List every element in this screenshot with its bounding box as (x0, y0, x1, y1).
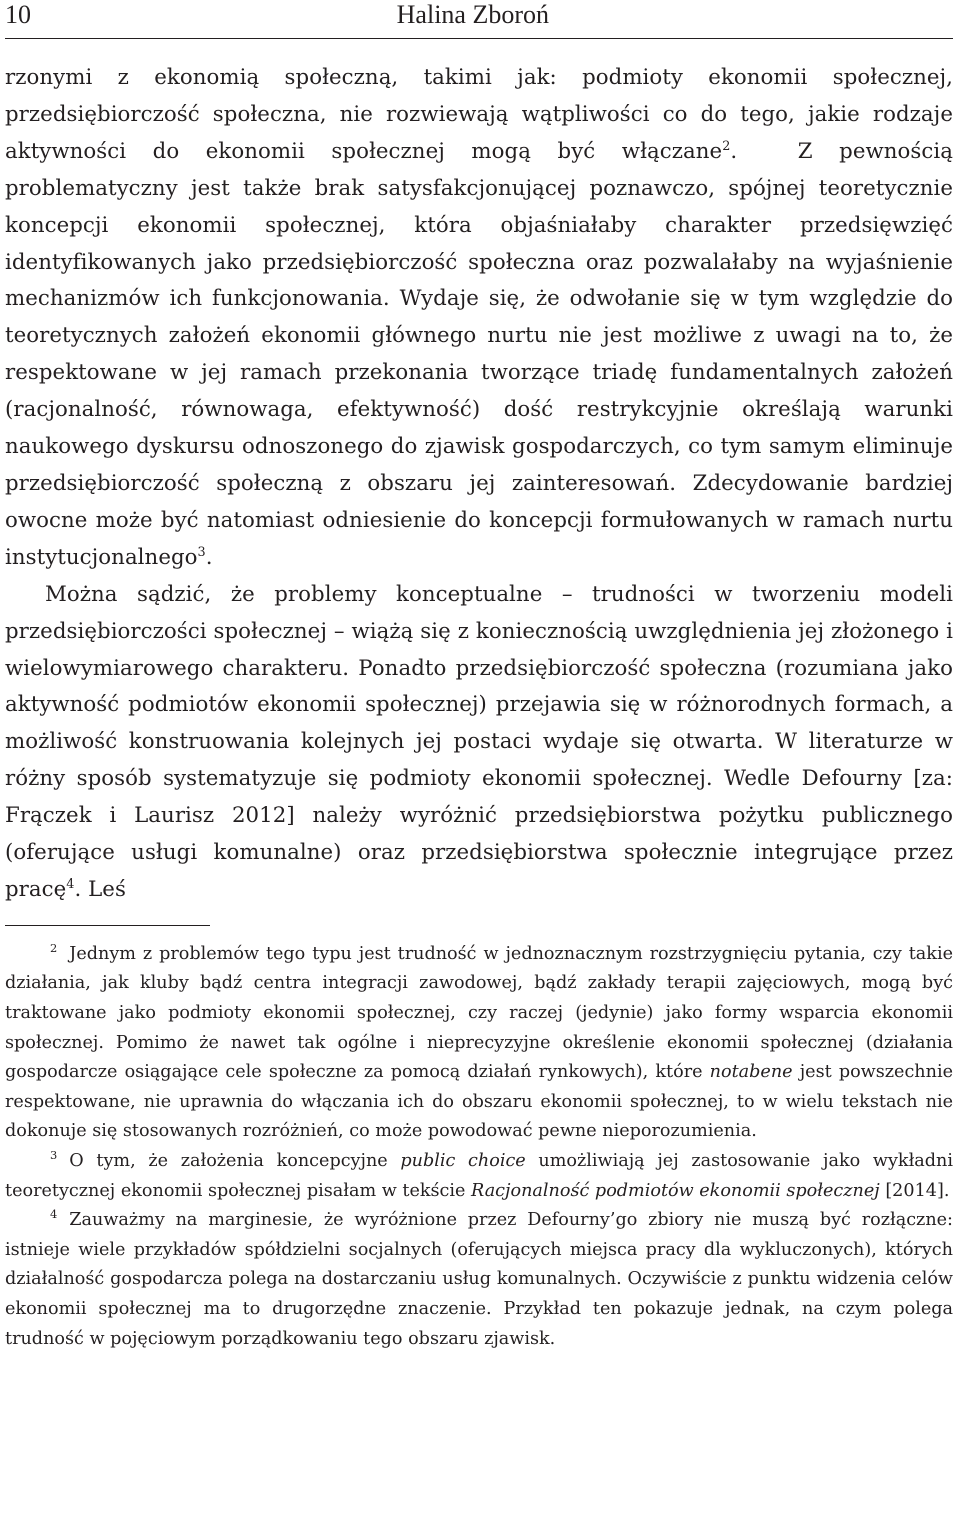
footnotes (5, 940, 953, 1354)
paragraph: rzonymi z ekonomią społeczną, takimi jak: podmioty ekonomii społecznej, przedsiębiorczość społeczna, nie rozwiewają wątpliwości co do tego, jakie rodzaje aktywności do ekonomii społecznej mogą być włączane$^2$. Z pewnością problematyczny jest także brak satysfakcjonującej poznawczo, spójnej teoretycznie koncepcji ekonomii społecznej, która objaśniałaby charakter przedsięwzięć identyfikowanych jako przedsiębiorczość społeczna oraz pozwalałaby na wyjaśnienie mechanizmów ich funkcjonowania. Wydaje się, że odwołanie się w tym względzie do teoretycznych założeń ekonomii głównego nurtu nie jest możliwe z uwagi na to, że respektowane w jej ramach przekonania tworzące triadę fundamentalnych założeń (racjonalność, równowaga, efektywność) dość restrykcyjnie określają warunki naukowego dyskursu odnoszonego do zjawisk gospodarczych, co tym samym eliminuje przedsiębiorczość społeczną z obszaru jej zainteresowań. Zdecydowanie bardziej owocne może być natomiast odniesienie do koncepcji formułowanych w ramach nurtu instytucjonalnego$^3$. (5, 65, 953, 570)
footnote-number: 3 (50, 1148, 58, 1163)
footnote-4: $^4$ Zauważmy na marginesie, że wyróżnione przez Defourny’go zbiory nie muszą być rozłączne: istnieje wiele przykładów spółdzielni socjalnych (oferujących miejsca pracy dla wykluczonych), których działalność gospodarcza polega na dostarczaniu usług komunalnych. Oczywiście z punktu widzenia celów ekonomii społecznej ma to drugorzędne znaczenie. Przykład ten pokazuje jednak, na czym polega trudność w pojęciowym porządkowaniu tego obszaru zjawisk. (5, 1207, 953, 1349)
footnote-ref[interactable]: 2 (722, 138, 731, 154)
footnote-separator (5, 925, 210, 926)
paragraph: Można sądzić, że problemy konceptualne – trudności w tworzeniu modeli przedsiębiorczości społecznej – wiążą się z koniecznością uwzględnienia jej złożonego i wielowymiarowego charakteru. Ponadto przedsiębiorczość społeczna (rozumiana jako aktywność podmiotów ekonomii społecznej) przejawia się w różnorodnych formach, a możliwość konstruowania kolejnych jej postaci wydaje się otwarta. W literaturze w różny sposób systematyzuje się podmioty ekonomii społecznej. Wedle Defourny [za: Frączek i Laurisz 2012] należy wyróżnić przedsiębiorstwa pożytku publicznego (oferujące usługi komunalne) oraz przedsiębiorstwa społecznie integrujące przez pracę$^4$. Leś (5, 581, 953, 902)
page-number: 10 (5, 0, 31, 29)
running-header (5, 0, 953, 34)
footnote-3: $^3$ O tym, że założenia koncepcyjne public choice umożliwiają jej zastosowanie jako wykładni teoretycznej ekonomii społecznej pisałam w tekście Racjonalność podmiotów ekonomii społecznej [2014]. (5, 1148, 953, 1201)
footnote-number: 2 (50, 940, 58, 955)
running-head-author: Halina Zboroń (396, 0, 549, 29)
body-text (5, 60, 953, 909)
footnote-number: 4 (50, 1207, 58, 1222)
footnote-ref[interactable]: 4 (66, 876, 75, 892)
header-rule (5, 38, 953, 39)
footnote-2: $^2$ Jednym z problemów tego typu jest trudność w jednoznacznym rozstrzygnięciu pytania, czy takie działania, jak kluby bądź centra integracji zawodowej, bądź zakłady terapii zajęciowych, mogą być traktowane jako podmioty ekonomii społecznej, czy raczej (jedynie) jako formy wsparcia ekonomii społecznej. Pomimo że nawet tak ogólne i nieprecyzyjne określenie ekonomii społecznej (działania gospodarcze osiągające cele społeczne za pomocą działań rynkowych), które notabene jest powszechnie respektowane, nie uprawnia do włączania ich do obszaru ekonomii społecznej, to w wielu tekstach nie dokonuje się stosowanych rozróżnień, co może powodować pewne nieporozumienia. (5, 940, 954, 1142)
footnote-ref[interactable]: 3 (197, 544, 206, 560)
